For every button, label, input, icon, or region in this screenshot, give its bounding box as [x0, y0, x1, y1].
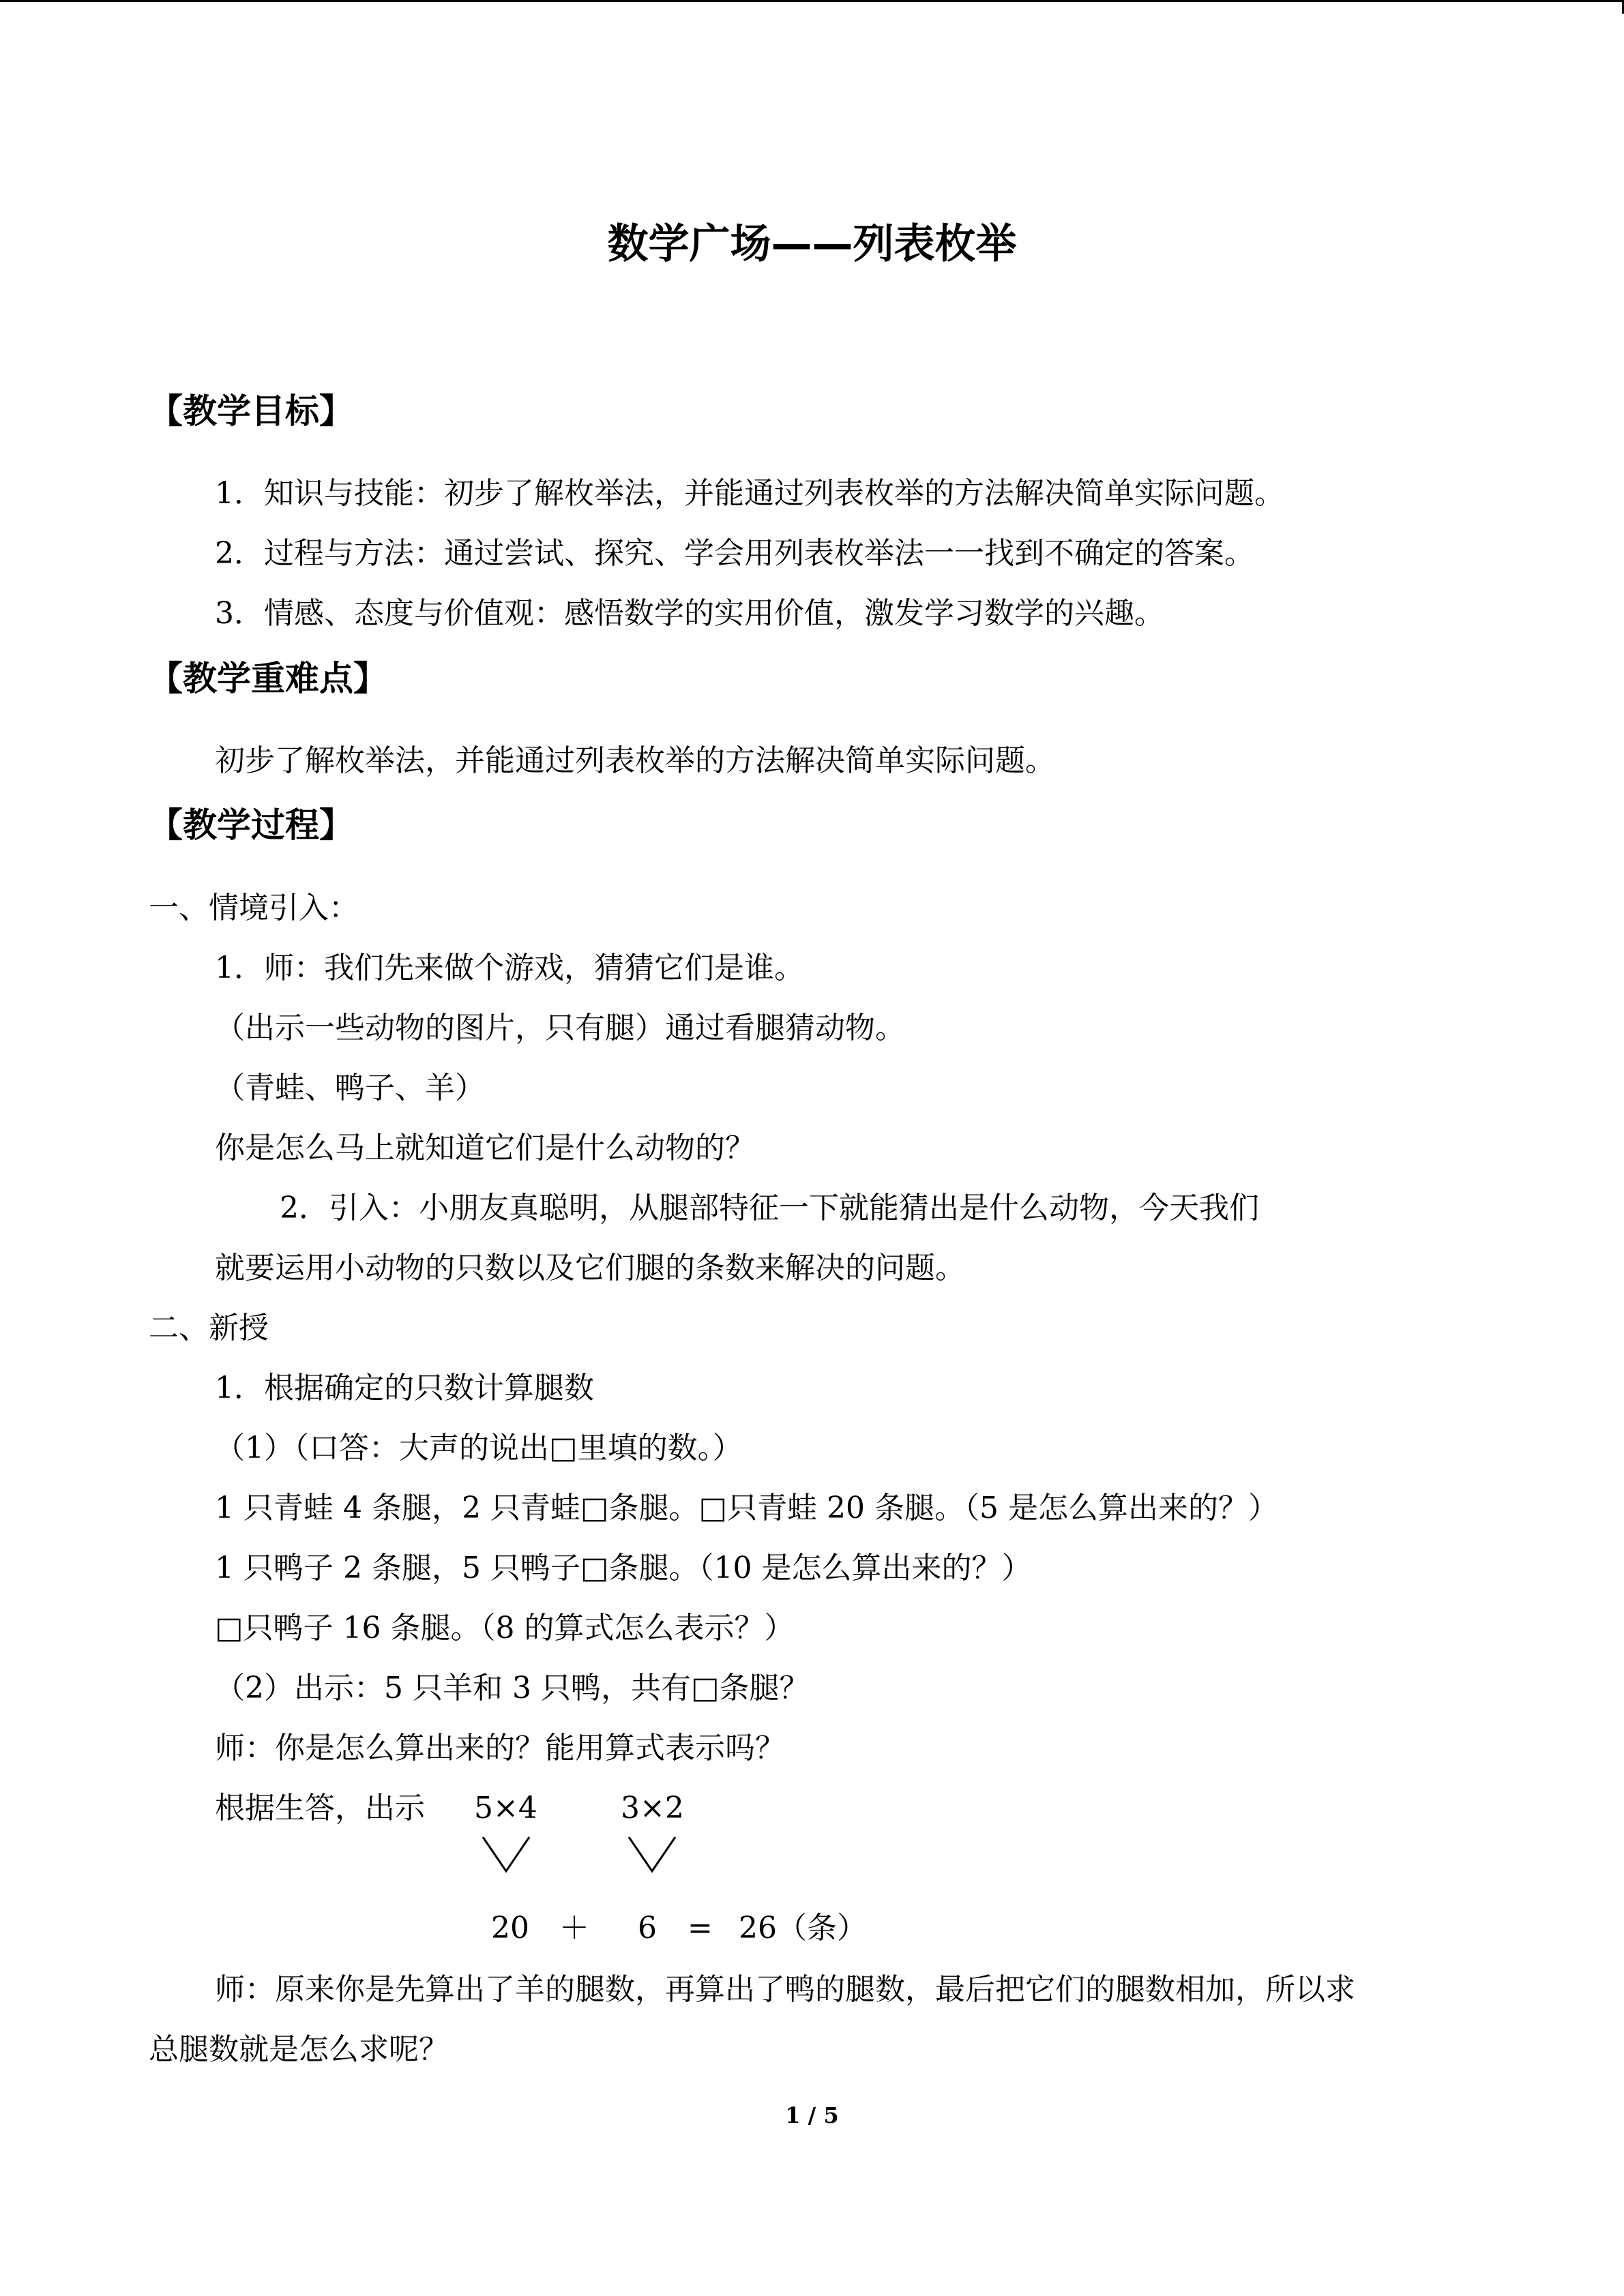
page-number: 1 / 5	[785, 2102, 839, 2128]
result-a: 20	[491, 1911, 529, 1945]
merge-arrow-left	[483, 1837, 529, 1871]
new-line-1: 1．根据确定的只数计算腿数	[215, 1371, 594, 1405]
result-b: 6	[638, 1911, 657, 1945]
intro-line-1: 1．师：我们先来做个游戏，猜猜它们是谁。	[215, 951, 804, 985]
expression-sheep: 5×4	[474, 1791, 537, 1825]
merge-arrow-right	[629, 1837, 675, 1871]
intro-line-3: （青蛙、鸭子、羊）	[215, 1071, 485, 1105]
goal-item-3: 3．情感、态度与价值观：感悟数学的实用价值，激发学习数学的兴趣。	[215, 596, 1164, 631]
new-line-2: （1）（口答：大声的说出□里填的数。）	[215, 1431, 743, 1465]
goal-item-1: 1．知识与技能：初步了解枚举法，并能通过列表枚举的方法解决简单实际问题。	[215, 476, 1284, 511]
closing-line-1: 师：原来你是先算出了羊的腿数，再算出了鸭的腿数，最后把它们的腿数相加，所以求	[215, 1972, 1355, 2007]
section-heading-goals: 【教学目标】	[149, 391, 353, 431]
intro-line-6: 就要运用小动物的只数以及它们腿的条数来解决的问题。	[215, 1251, 965, 1285]
result-total: 26（条）	[739, 1911, 867, 1945]
section-heading-process: 【教学过程】	[149, 805, 353, 845]
new-line-3: 1 只青蛙 4 条腿，2 只青蛙□条腿。□只青蛙 20 条腿。（5 是怎么算出来的？）	[215, 1491, 1279, 1525]
intro-heading: 一、情境引入：	[149, 891, 359, 925]
document-title: 数学广场——列表枚举	[607, 220, 1017, 268]
closing-line-2: 总腿数就是怎么求呢？	[149, 2032, 449, 2067]
intro-line-4: 你是怎么马上就知道它们是什么动物的？	[215, 1131, 755, 1165]
goal-item-2: 2．过程与方法：通过尝试、探究、学会用列表枚举法一一找到不确定的答案。	[215, 536, 1254, 571]
new-line-7: 师：你是怎么算出来的？能用算式表示吗？	[215, 1731, 785, 1765]
key-points-text: 初步了解枚举法，并能通过列表枚举的方法解决简单实际问题。	[215, 743, 1055, 778]
expression-ducks: 3×2	[621, 1791, 684, 1825]
answer-prefix: 根据生答，出示	[215, 1791, 425, 1825]
result-equals: =	[688, 1911, 713, 1945]
new-line-4: 1 只鸭子 2 条腿，5 只鸭子□条腿。（10 是怎么算出来的？）	[215, 1551, 1032, 1585]
section-heading-key-points: 【教学重难点】	[149, 659, 387, 698]
intro-line-5: 2．引入：小朋友真聪明，从腿部特征一下就能猜出是什么动物，今天我们	[280, 1191, 1259, 1225]
result-plus: ＋	[559, 1911, 589, 1945]
new-line-5: □只鸭子 16 条腿。（8 的算式怎么表示？）	[215, 1611, 795, 1645]
new-heading: 二、新授	[149, 1311, 269, 1345]
new-line-6: （2）出示：5 只羊和 3 只鸭，共有□条腿？	[215, 1671, 810, 1705]
intro-line-2: （出示一些动物的图片，只有腿）通过看腿猜动物。	[215, 1011, 905, 1045]
